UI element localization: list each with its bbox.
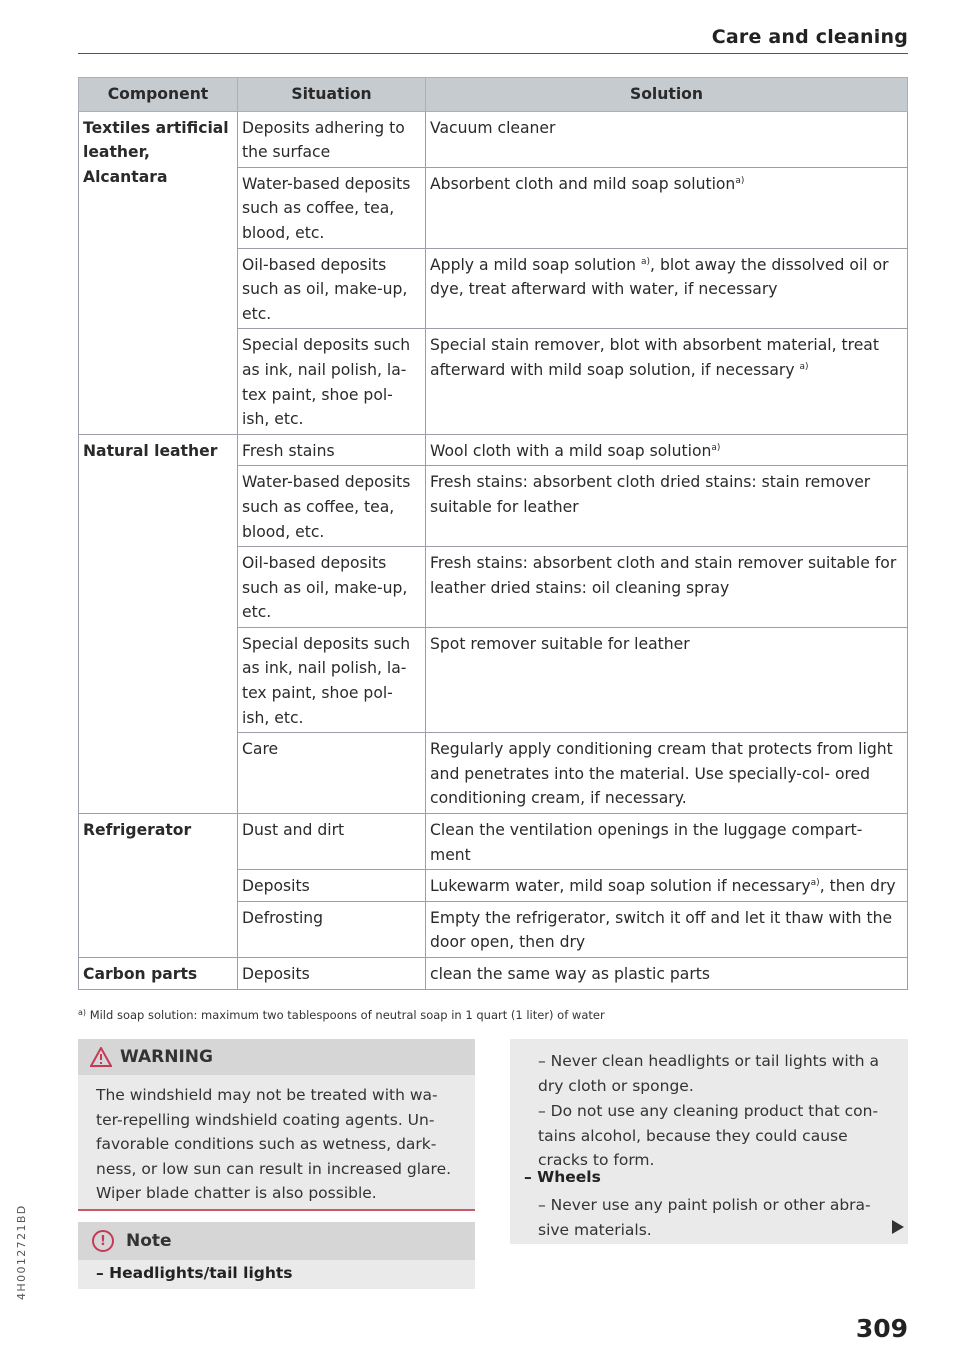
warning-box [78,1039,475,1211]
page-number: 309 [855,1314,908,1343]
solution-cell: Fresh stains: absorbent cloth dried stains: stain remover suitable for leather [426,466,908,547]
note-info-icon: ! [92,1230,114,1252]
page-header-title: Care and cleaning [711,26,908,48]
solution-text: Special stain remover, blot with absorbent material, treat afterward with mild soap solution, if necessary [430,336,879,379]
list-item: – Never clean headlights or tail lights with a dry cloth or sponge. [538,1052,880,1095]
list-item: – Never use any paint polish or other abra- sive materials. [538,1196,871,1239]
solution-text: Wool cloth with a mild soap solution [430,441,712,460]
situation-cell: Care [238,733,426,814]
footnote-marker: a) [711,442,721,453]
table-row [79,434,908,466]
note-item: – Headlights/tail lights [96,1264,293,1282]
table-row [79,958,908,990]
footnote [78,1008,605,1022]
warning-triangle-icon [90,1047,112,1067]
note-box [78,1222,475,1289]
situation-cell: Fresh stains [238,434,426,466]
footnote-text: Mild soap solution: maximum two tablespoons of neutral soap in 1 quart (1 liter) of water [89,1008,605,1022]
situation-cell: Oil-based deposits such as oil, make-up, etc. [238,547,426,628]
solution-text: , blot away the dissolved oil or dye, treat afterward with water, if necessary [430,255,889,299]
list-heading-wheels: – Wheels [524,1168,601,1186]
situation-cell: Special deposits such as ink, nail polish, la- tex paint, shoe pol- ish, etc. [238,329,426,434]
solution-text: Absorbent cloth and mild soap solution [430,174,736,193]
solution-cell [426,870,908,902]
document-code: 4H0012721BD [15,1204,28,1300]
component-cell: Natural leather [79,434,238,813]
component-cell: Textiles artificial leather, Alcantara [79,111,238,434]
warning-header [78,1039,475,1075]
solution-cell [426,248,908,329]
component-cell: Refrigerator [79,814,238,958]
solution-cell: clean the same way as plastic parts [426,958,908,990]
solution-cell [426,329,908,434]
situation-cell: Water-based deposits such as coffee, tea, blood, etc. [238,466,426,547]
solution-text: Lukewarm water, mild soap solution if necessary [430,877,811,896]
table-row [79,814,908,870]
note-continuation [510,1039,908,1244]
solution-cell: Vacuum cleaner [426,111,908,167]
column-header-component: Component [79,78,238,112]
solution-cell: Regularly apply conditioning cream that protects from light and penetrates into the material. Use specially-col- ored conditioning cream, if necessary. [426,733,908,814]
column-header-solution: Solution [426,78,908,112]
situation-cell: Deposits [238,958,426,990]
component-cell: Carbon parts [79,958,238,990]
note-title: Note [126,1231,172,1251]
care-table [78,77,908,990]
situation-cell: Special deposits such as ink, nail polish, la- tex paint, shoe pol- ish, etc. [238,627,426,732]
situation-cell: Defrosting [238,901,426,957]
warning-text: The windshield may not be treated with wa- ter-repelling windshield coating agents. Un- favorable conditions such as wetness, dark- ness, or low sun can result in increased glare. Wiper blade chatter is also possible. [96,1086,452,1203]
footnote-marker: a) [641,256,651,267]
solution-cell: Empty the refrigerator, switch it off and let it thaw with the door open, then dry [426,901,908,957]
header-rule [78,53,908,54]
situation-cell: Water-based deposits such as coffee, tea, blood, etc. [238,167,426,248]
column-header-situation: Situation [238,78,426,112]
list-item: – Do not use any cleaning product that con- tains alcohol, because they could cause cracks to form. [538,1102,879,1170]
solution-cell: Fresh stains: absorbent cloth and stain remover suitable for leather dried stains: oil cleaning spray [426,547,908,628]
situation-cell: Oil-based deposits such as oil, make-up, etc. [238,248,426,329]
solution-cell [426,434,908,466]
solution-cell: Clean the ventilation openings in the luggage compart- ment [426,814,908,870]
situation-cell: Deposits adhering to the surface [238,111,426,167]
footnote-marker: a) [78,1008,87,1017]
warning-title: WARNING [120,1047,213,1067]
solution-cell [426,167,908,248]
table-row [79,111,908,167]
footnote-marker: a) [735,175,745,186]
situation-cell: Dust and dirt [238,814,426,870]
table-header-row [79,78,908,112]
situation-cell: Deposits [238,870,426,902]
footnote-marker: a) [810,878,820,889]
footnote-marker: a) [799,361,809,372]
solution-text: , then dry [819,877,896,896]
note-header [78,1222,475,1260]
continue-arrow-icon [892,1220,904,1234]
solution-text: Apply a mild soap solution [430,255,641,274]
solution-cell: Spot remover suitable for leather [426,627,908,732]
